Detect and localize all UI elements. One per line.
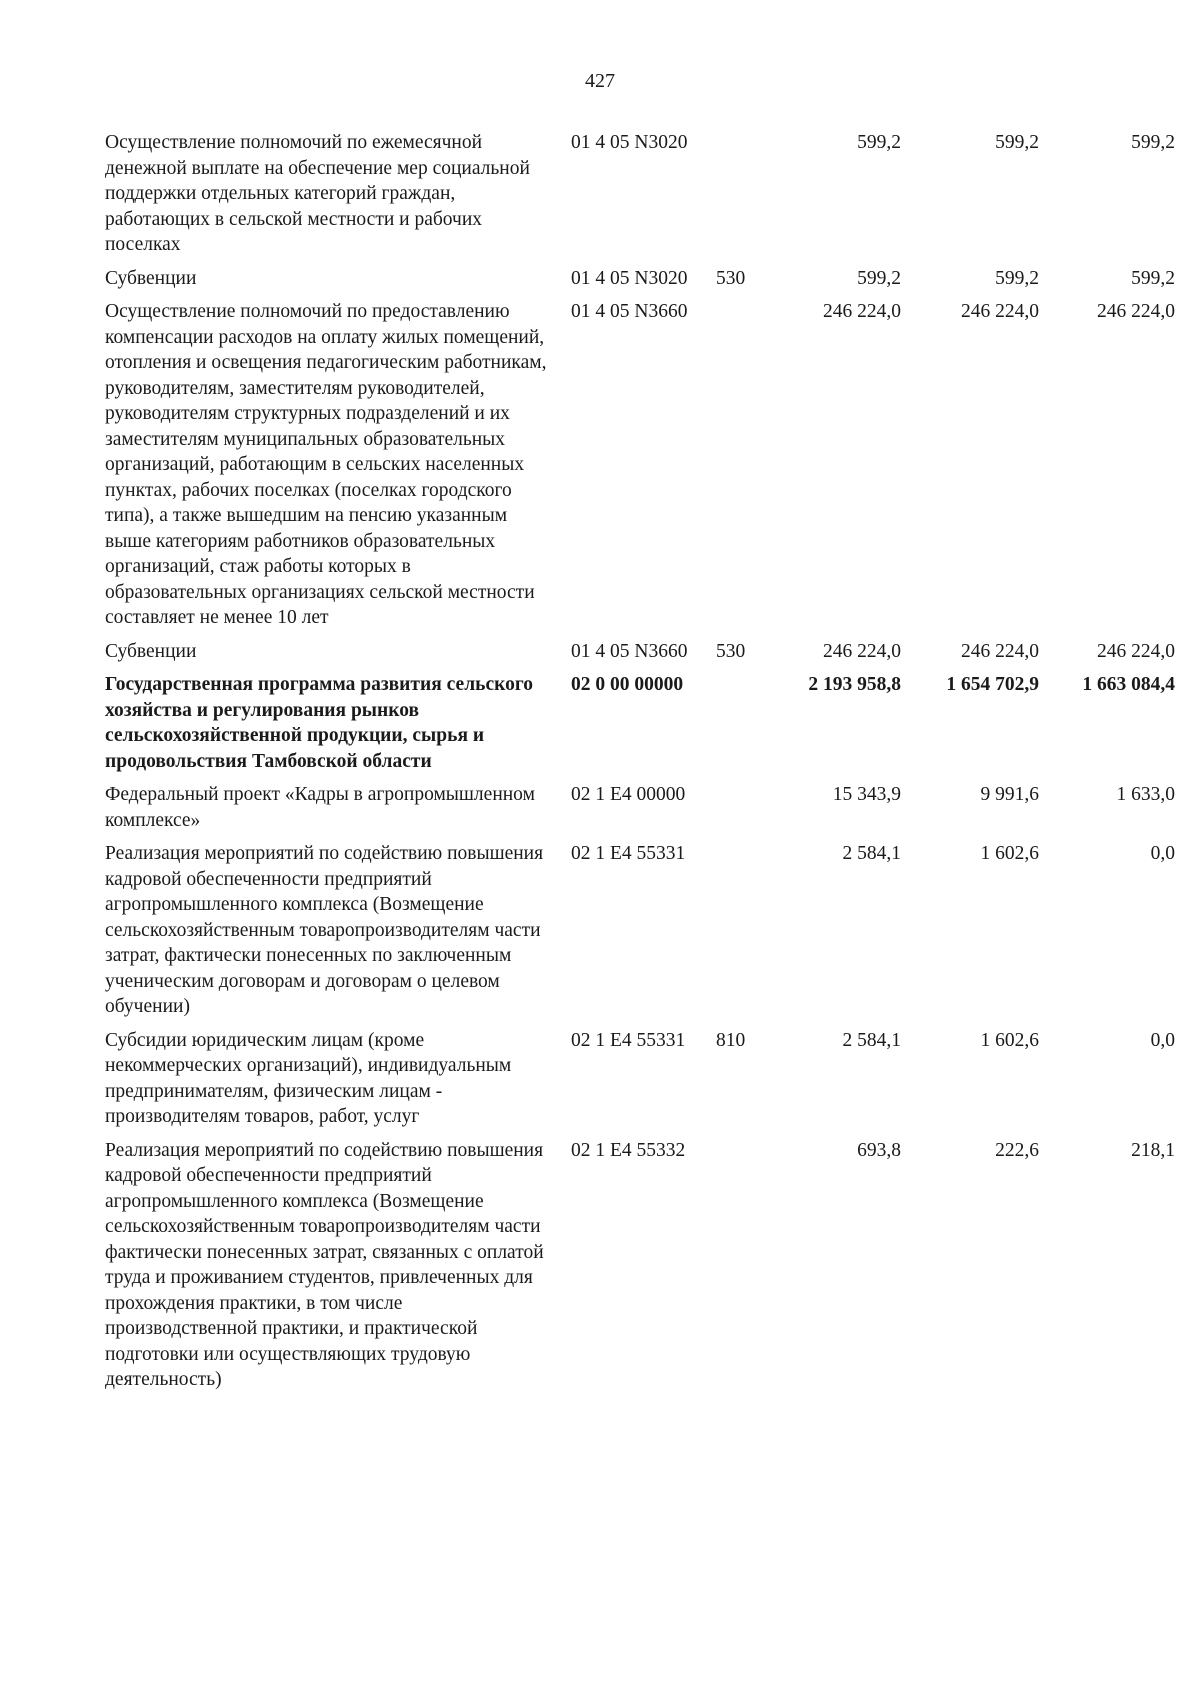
budget-table (105, 130, 1175, 1401)
target-code: 01 4 05 N3020 (571, 132, 688, 153)
table-row (105, 1138, 1175, 1393)
target-code: 01 4 05 N3020 (571, 267, 688, 289)
amount-year-1: 246 224,0 (823, 301, 901, 322)
table-row (105, 1028, 1175, 1130)
expense-type: 810 (716, 1029, 746, 1051)
amount-year-3: 599,2 (1131, 132, 1175, 153)
target-code: 02 1 Е4 55332 (571, 1139, 686, 1161)
amount-year-1: 599,2 (857, 132, 901, 153)
target-code: 02 1 Е4 00000 (571, 784, 686, 805)
table-row (105, 782, 1175, 833)
amount-year-1: 246 224,0 (823, 640, 901, 662)
target-code: 01 4 05 N3660 (571, 301, 688, 322)
amount-year-1: 599,2 (857, 267, 901, 289)
amount-year-1: 2 193 958,8 (808, 674, 901, 695)
amount-year-3: 0,0 (1150, 1029, 1175, 1051)
item-name: Субвенции (105, 267, 197, 289)
item-name: Государственная программа развития сельского хозяйства и регулирования рынков сельскохозяйственной продукции, сырья и продовольствия Тамбовской области (105, 674, 533, 772)
amount-year-1: 15 343,9 (832, 784, 901, 805)
table-row (105, 266, 1175, 292)
table-row (105, 130, 1175, 258)
amount-year-2: 599,2 (995, 132, 1039, 153)
item-name: Федеральный проект «Кадры в агропромышленном комплексе» (105, 784, 535, 831)
table-row-program (105, 672, 1175, 774)
target-code: 02 1 Е4 55331 (571, 1029, 686, 1051)
amount-year-3: 246 224,0 (1097, 640, 1175, 662)
item-name: Субсидии юридическим лицам (кроме некоммерческих организаций), индивидуальным предпринимателям, физическим лицам - производителям товаров, работ, услуг (105, 1029, 512, 1127)
amount-year-3: 599,2 (1131, 267, 1175, 289)
amount-year-2: 1 654 702,9 (946, 674, 1039, 695)
amount-year-3: 246 224,0 (1097, 301, 1175, 322)
amount-year-2: 1 602,6 (980, 843, 1039, 864)
table-row (105, 299, 1175, 631)
amount-year-1: 2 584,1 (842, 843, 901, 864)
amount-year-2: 246 224,0 (961, 640, 1039, 662)
amount-year-3: 218,1 (1131, 1139, 1175, 1161)
amount-year-2: 1 602,6 (980, 1029, 1039, 1051)
target-code: 01 4 05 N3660 (571, 640, 688, 662)
table-row (105, 639, 1175, 665)
item-name: Осуществление полномочий по предоставлению компенсации расходов на оплату жилых помещений, отопления и освещения педагогическим работникам, руководителям, заместителям руководителей, руководителям структурных подразделений и их заместителям муниципальных образовательных организаций, работающим в сельских населенных пунктах, рабочих поселках (поселках городского типа), а также вышедшим на пенсию указанным выше категориям работников образовательных организаций, стаж работы которых в образовательных организациях сельской местности составляет не менее 10 лет (105, 301, 547, 628)
expense-type: 530 (716, 267, 746, 289)
amount-year-1: 2 584,1 (842, 1029, 901, 1051)
item-name: Реализация мероприятий по содействию повышения кадровой обеспеченности предприятий агропромышленного комплекса (Возмещение сельскохозяйственным товаропроизводителям части затрат, фактически понесенных по заключенным ученическим договорам и договорам о целевом обучении) (105, 843, 544, 1017)
target-code: 02 0 00 00000 (571, 674, 684, 695)
amount-year-3: 0,0 (1150, 843, 1175, 864)
amount-year-2: 246 224,0 (961, 301, 1039, 322)
item-name: Реализация мероприятий по содействию повышения кадровой обеспеченности предприятий агропромышленного комплекса (Возмещение сельскохозяйственным товаропроизводителям части фактически понесенных затрат, связанных с оплатой труда и проживанием студентов, привлеченных для прохождения практики, в том числе производственной практики, и практической подготовки или осуществляющих трудовую деятельность) (105, 1139, 544, 1390)
item-name: Субвенции (105, 640, 197, 662)
amount-year-3: 1 633,0 (1116, 784, 1175, 805)
table-row (105, 841, 1175, 1020)
amount-year-3: 1 663 084,4 (1082, 674, 1175, 695)
amount-year-2: 599,2 (995, 267, 1039, 289)
page-number: 427 (585, 70, 615, 92)
amount-year-2: 9 991,6 (980, 784, 1039, 805)
amount-year-2: 222,6 (995, 1139, 1039, 1161)
expense-type: 530 (716, 640, 746, 662)
item-name: Осуществление полномочий по ежемесячной денежной выплате на обеспечение мер социальной поддержки отдельных категорий граждан, работающих в сельской местности и рабочих поселках (105, 132, 530, 255)
target-code: 02 1 Е4 55331 (571, 843, 686, 864)
amount-year-1: 693,8 (857, 1139, 901, 1161)
